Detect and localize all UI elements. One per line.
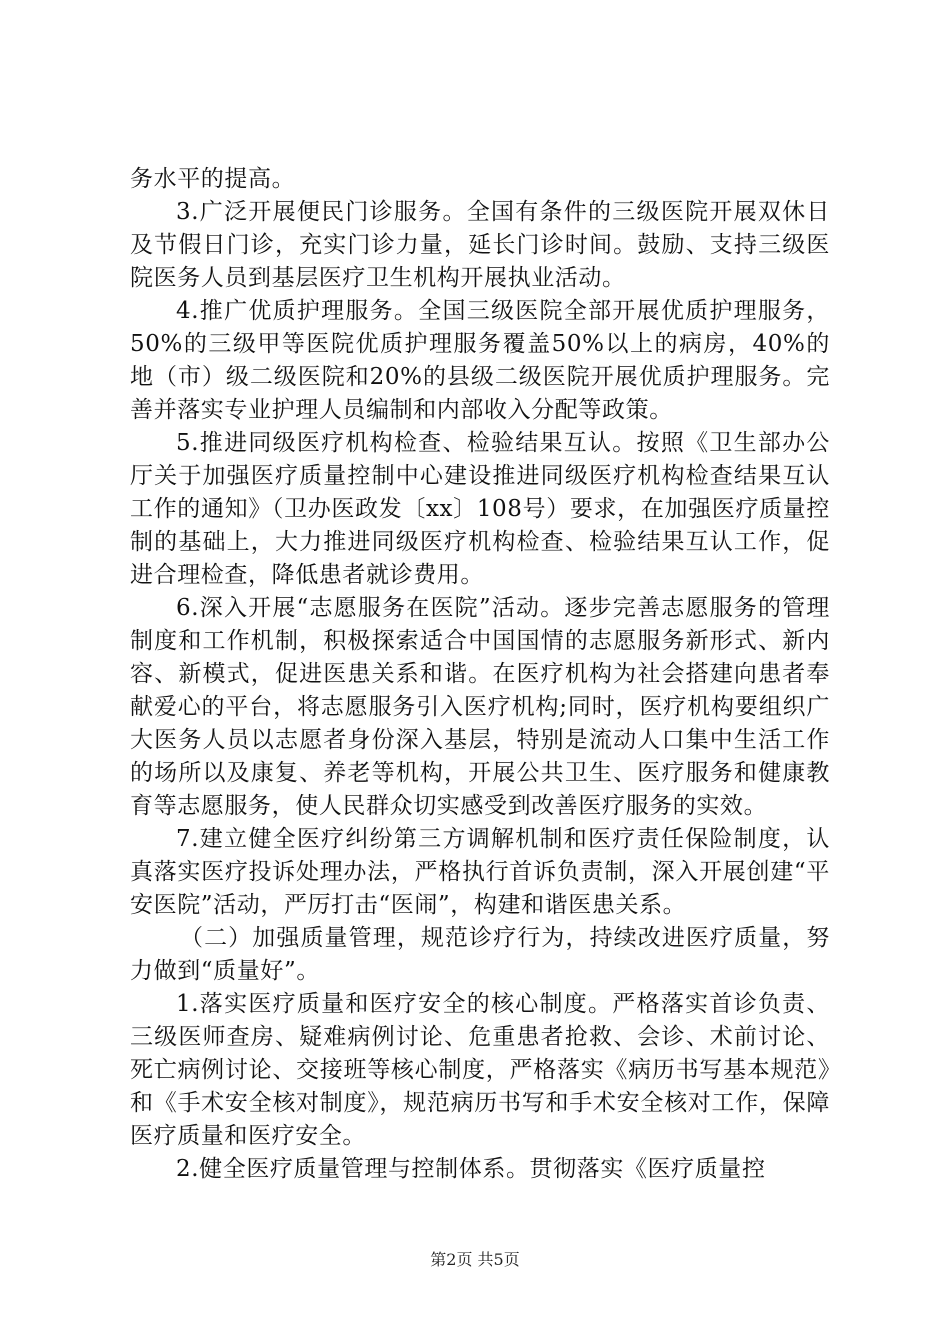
paragraph-section2-item-2: 2.健全医疗质量管理与控制体系。贯彻落实《医疗质量控: [176, 1156, 766, 1182]
paragraph-item-4: 4.推广优质护理服务。全国三级医院全部开展优质护理服务，50%的三级甲等医院优质护理服务覆盖50%以上的病房，40%的地（市）级二级医院和20%的县级二级医院开展优质护理服务。完善并落实专业护理人员编制和内部收入分配等政策。: [130, 298, 830, 423]
paragraph-section2-item-1: 1.落实医疗质量和医疗安全的核心制度。严格落实首诊负责、三级医师查房、疑难病例讨论、危重患者抢救、会诊、术前讨论、死亡病例讨论、交接班等核心制度，严格落实《病历书写基本规范》和《手术安全核对制度》，规范病历书写和手术安全核对工作，保障医疗质量和医疗安全。: [130, 991, 830, 1149]
paragraph-continuation: 务水平的提高。: [130, 166, 296, 192]
document-body: [130, 163, 830, 1186]
paragraph-item-6: 6.深入开展“志愿服务在医院”活动。逐步完善志愿服务的管理制度和工作机制，积极探索适合中国国情的志愿服务新形式、新内容、新模式，促进医患关系和谐。在医疗机构为社会搭建向患者奉献爱心的平台，将志愿服务引入医疗机构;同时，医疗机构要组织广大医务人员以志愿者身份深入基层，特别是流动人口集中生活工作的场所以及康复、养老等机构，开展公共卫生、医疗服务和健康教育等志愿服务，使人民群众切实感受到改善医疗服务的实效。: [130, 595, 830, 819]
paragraph-item-7: 7.建立健全医疗纠纷第三方调解机制和医疗责任保险制度，认真落实医疗投诉处理办法，严格执行首诉负责制，深入开展创建“平安医院”活动，严厉打击“医闹”，构建和谐医患关系。: [130, 826, 830, 918]
page-number-indicator: 第2页 共5页: [430, 1250, 520, 1269]
paragraph-item-5: 5.推进同级医疗机构检查、检验结果互认。按照《卫生部办公厅关于加强医疗质量控制中心建设推进同级医疗机构检查结果互认工作的通知》（卫办医政发〔xx〕108号）要求，在加强医疗质量控制的基础上，大力推进同级医疗机构检查、检验结果互认工作，促进合理检查，降低患者就诊费用。: [130, 430, 830, 588]
section-heading-2: （二）加强质量管理，规范诊疗行为，持续改进医疗质量，努力做到“质量好”。: [130, 925, 830, 984]
page-footer: [0, 1247, 950, 1270]
paragraph-item-3: 3.广泛开展便民门诊服务。全国有条件的三级医院开展双休日及节假日门诊，充实门诊力量，延长门诊时间。鼓励、支持三级医院医务人员到基层医疗卫生机构开展执业活动。: [130, 199, 830, 291]
